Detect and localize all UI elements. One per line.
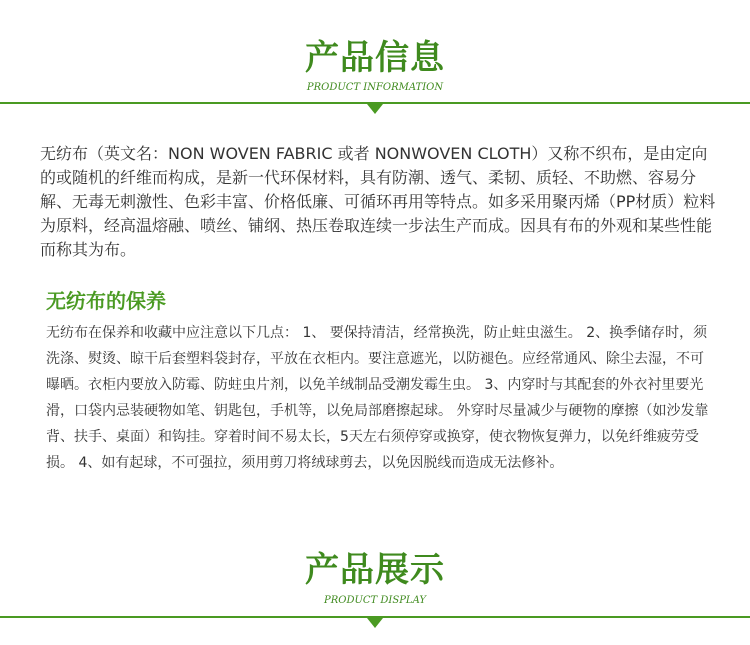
care-heading: 无纺布的保养	[46, 289, 166, 313]
product-display-title: 产品展示	[305, 550, 445, 590]
down-arrow-icon	[367, 104, 383, 114]
down-arrow-icon	[367, 618, 383, 628]
product-info-title: 产品信息	[305, 38, 445, 78]
product-info-subtitle: PRODUCT INFORMATION	[306, 82, 444, 93]
intro-paragraph: 无纺布（英文名：NON WOVEN FABRIC 或者 NONWOVEN CLOTH）又称不织布，是由定向的或随机的纤维而构成，是新一代环保材料，具有防潮、透气、柔韧、质轻、不助燃、容易分解、无毒无刺激性、色彩丰富、价格低廉、可循环再用等特点。如多采用聚丙烯（PP材质）粒料为原料，经高温熔融、喷丝、铺纲、热压卷取连续一步法生产而成。因具有布的外观和某些性能而称其为布。	[40, 144, 716, 259]
product-display-subtitle: PRODUCT DISPLAY	[323, 595, 426, 606]
care-paragraph: 无纺布在保养和收藏中应注意以下几点： 1、 要保持清洁，经常换洗，防止蛀虫滋生。 2、换季储存时，须洗涤、熨烫、晾干后套塑料袋封存，平放在衣柜内。要注意遮光，以防褪色。应经常通风、除尘去湿，不可曝晒。衣柜内要放入防霉、防蛀虫片剂，以免羊绒制品受潮发霉生虫。 3、内穿时与其配套的外衣衬里要光滑，口袋内忌装硬物如笔、钥匙包，手机等，以免局部磨擦起球。 外穿时尽量减少与硬物的摩擦（如沙发靠背、扶手、桌面）和钩挂。穿着时间不易太长，5天左右须停穿或换穿，使衣物恢复弹力，以免纤维疲劳受损。 4、如有起球，不可强拉，须用剪刀将绒球剪去，以免因脱线而造成无法修补。	[46, 325, 709, 471]
